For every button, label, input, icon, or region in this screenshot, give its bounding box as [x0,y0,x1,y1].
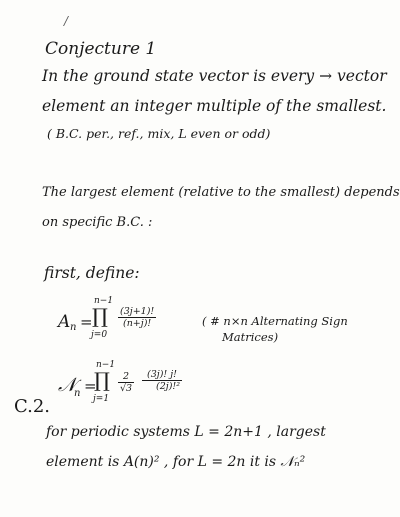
conjecture-line-1: In the ground state vector is every → vector [42,67,387,85]
formula-n-upper-limit: n−1 [96,360,116,370]
formula-a-numerator: (3j+1)! [120,306,155,317]
formula-a-fraction [118,306,156,329]
formula-n-subscript: n [74,388,81,399]
formula-a-upper-limit: n−1 [94,296,114,306]
formula-n-coef-denominator: √3 [120,383,133,394]
formula-n-coef-numerator: 2 [118,371,134,383]
formula-a-denominator: (n+j)! [122,318,152,329]
formula-a-lower-limit: j=0 [91,330,108,340]
stray-pen-mark: / [64,14,69,28]
define-heading: first, define: [44,264,140,282]
formula-n-n [58,362,208,418]
asm-note-line-1: ( # n×n Alternating Sign [202,314,348,328]
formula-n-lhs: 𝒩 [58,374,77,396]
formula-n-denominator: (2j)!² [156,381,181,392]
periodic-line-1: for periodic systems L = 2n+1 , largest [46,424,326,440]
formula-a-lhs: A [58,312,71,332]
formula-n-equals: = [84,377,97,395]
formula-n-coefficient [118,371,134,394]
formula-a-product-symbol: ∏ [92,304,108,328]
section-label-c2: C.2. [14,396,51,417]
formula-a-subscript: n [70,322,77,333]
asm-note-line-2: Matrices) [222,330,279,344]
formula-a-equals: = [80,313,93,331]
formula-n-fraction [142,369,182,392]
periodic-line-2: element is A(n)² , for L = 2n it is 𝒩ₙ² [46,454,306,470]
paragraph-line-1: The largest element (relative to the smallest) depends [42,185,400,200]
conjecture-line-2: element an integer multiple of the smallest. [42,97,387,115]
formula-n-lower-limit: j=1 [93,394,110,404]
paragraph-line-2: on specific B.C. : [42,215,153,230]
conjecture-title: Conjecture 1 [45,39,157,59]
formula-n-product-symbol: ∏ [94,368,110,392]
conjecture-line-3: ( B.C. per., ref., mix, L even or odd) [47,126,271,141]
formula-n-numerator: (3j)! j! [142,369,182,381]
formula-a-n [58,298,178,354]
